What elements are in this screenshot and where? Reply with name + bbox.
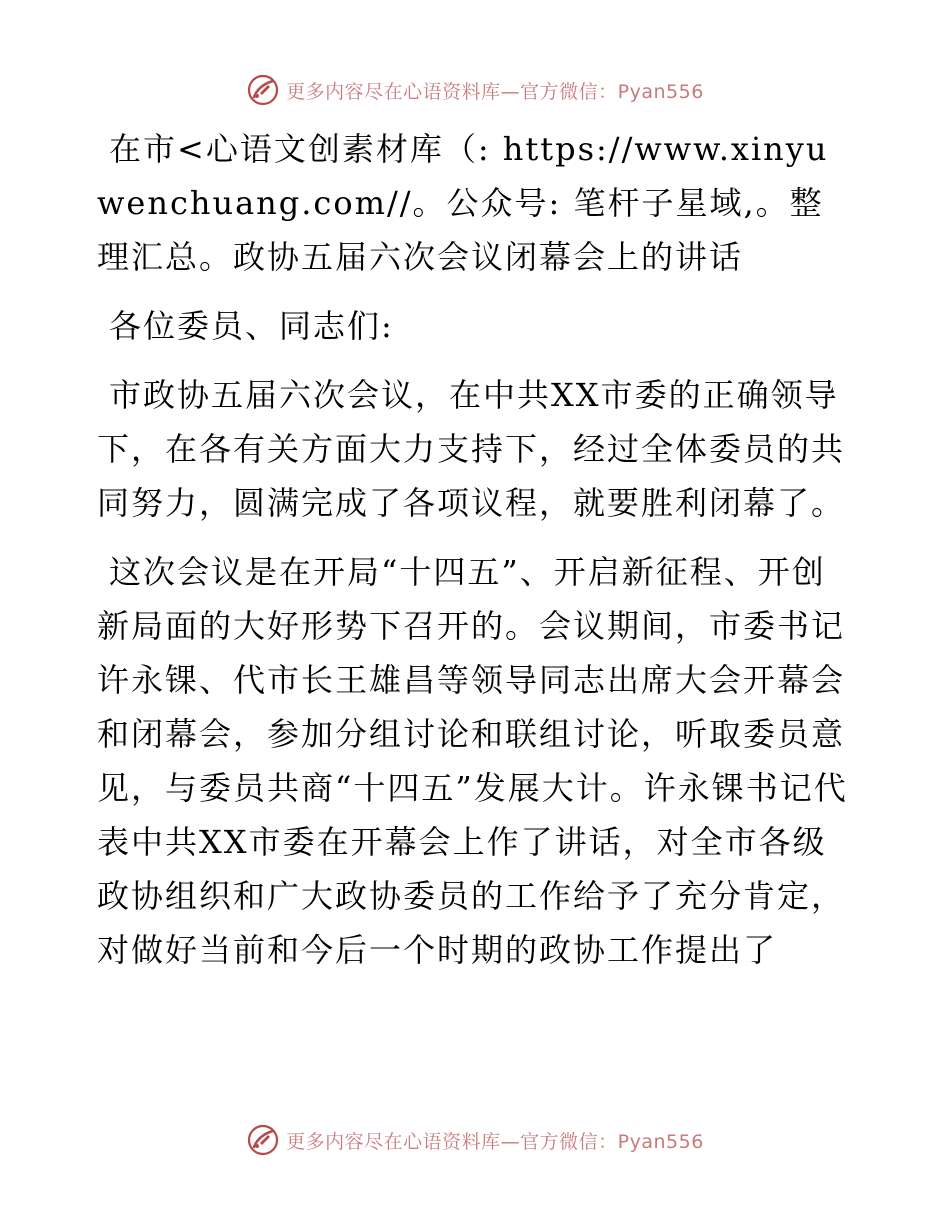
paragraph-text: 市政协五届六次会议，在中共XX市委的正确领导下，在各有关方面大力支持下，经过全体委员的共同努力，圆满完成了各项议程，就要胜利闭幕了。	[97, 376, 846, 522]
paragraph-text: 这次会议是在开局“十四五”、开启新征程、开创新局面的大好形势下召开的。会议期间，市委书记许永锞、代市长王雄昌等领导同志出席大会开幕会和闭幕会，参加分组讨论和联组讨论，听取委员意见，与委员共商“十四五”发展大计。许永锞书记代表中共XX市委在开幕会上作了讲话，对全市各级政协组织和广大政协委员的工作给予了充分肯定，对做好当前和今后一个时期的政协工作提出了	[97, 553, 848, 969]
footer-banner	[0, 1120, 950, 1160]
paragraph-text: 在市<心语文创素材库（: https://www.xinyuwenchuang.com//。公众号: 笔杆子星域,。整理汇总。政协五届六次会议闭幕会上的讲话	[97, 130, 829, 276]
pen-swirl-logo-icon	[246, 1123, 280, 1157]
header-banner	[0, 70, 950, 110]
header-banner-text: 更多内容尽在心语资料库—官方微信：Pyan556	[286, 80, 704, 103]
footer-banner-text: 更多内容尽在心语资料库—官方微信：Pyan556	[286, 1130, 704, 1153]
paragraph-text: 各位委员、同志们:	[109, 307, 394, 345]
pen-swirl-logo-icon	[246, 73, 280, 107]
document-paragraph-salutation	[97, 299, 855, 353]
document-paragraph-1	[97, 368, 855, 530]
document-paragraph-2	[97, 545, 855, 977]
document-body	[97, 122, 855, 992]
document-paragraph-intro	[97, 122, 855, 284]
